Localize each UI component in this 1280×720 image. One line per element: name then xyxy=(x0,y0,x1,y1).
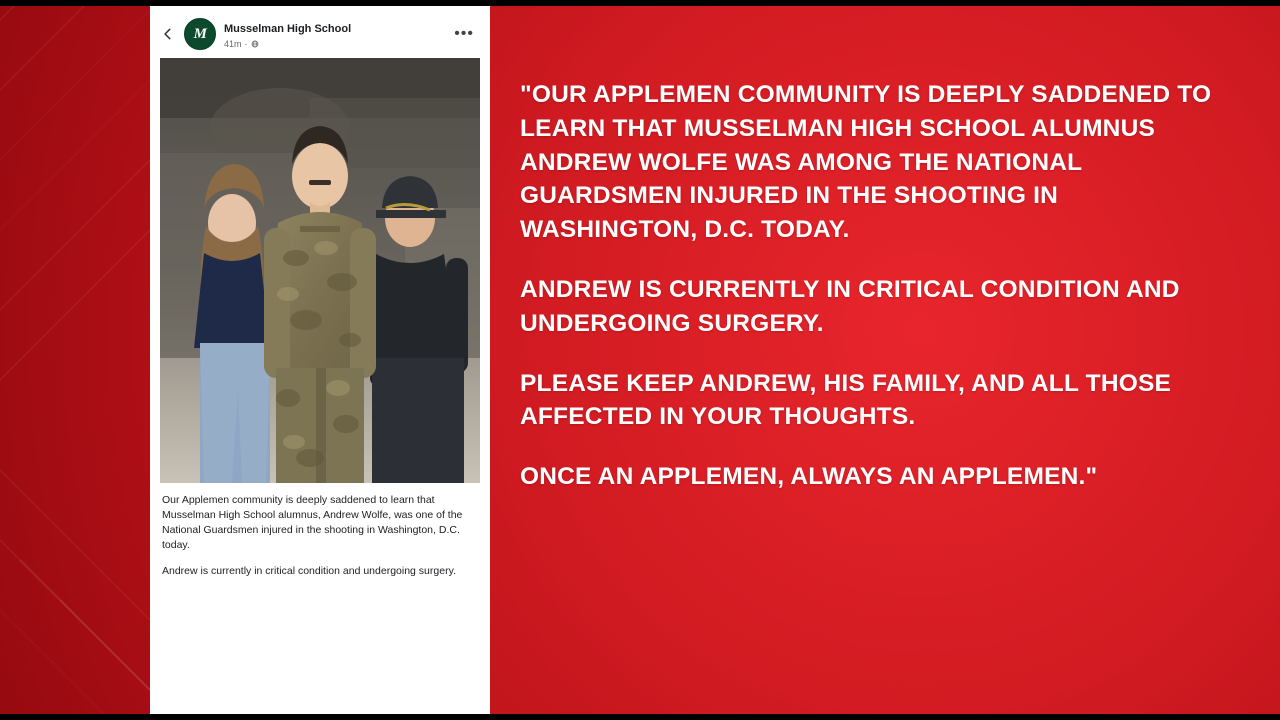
facebook-post-card xyxy=(150,6,490,714)
decorative-line-pattern xyxy=(0,0,150,720)
quote-overlay xyxy=(520,78,1220,494)
post-meta xyxy=(224,39,440,49)
post-paragraph: Our Applemen community is deeply saddened to learn that Musselman High School alumnus, Andrew Wolfe, was one of the National Guardsmen injured in the shooting in Washington, D.C. today. xyxy=(162,494,463,551)
letterbox-bottom-bar xyxy=(0,714,1280,720)
globe-icon xyxy=(251,40,259,48)
post-paragraph: Andrew is currently in critical condition and undergoing surgery. xyxy=(162,564,456,577)
avatar[interactable] xyxy=(184,18,216,50)
page-name[interactable]: Musselman High School xyxy=(224,23,352,36)
back-chevron-icon[interactable] xyxy=(160,26,176,42)
meta-separator: · xyxy=(244,38,248,49)
post-body-text xyxy=(150,483,490,579)
post-header xyxy=(150,6,490,56)
quote-paragraph: ANDREW IS CURRENTLY IN CRITICAL CONDITION AND UNDERGOING SURGERY. xyxy=(520,275,1180,337)
letterbox-top-bar xyxy=(0,0,1280,6)
quote-paragraph: "OUR APPLEMEN COMMUNITY IS DEEPLY SADDENED TO LEARN THAT MUSSELMAN HIGH SCHOOL ALUMNUS ANDREW WOLFE WAS AMONG THE NATIONAL GUARDSMEN INJURED IN THE SHOOTING IN WASHINGTON, D.C. TODAY. xyxy=(520,81,1212,244)
more-options-icon[interactable]: ••• xyxy=(454,25,474,42)
quote-paragraph: ONCE AN APPLEMEN, ALWAYS AN APPLEMEN." xyxy=(520,463,1098,491)
post-timestamp: 41m xyxy=(224,38,242,49)
avatar-initial: M xyxy=(193,25,207,42)
poster-info xyxy=(224,19,440,49)
post-photo[interactable] xyxy=(160,58,480,483)
quote-paragraph: PLEASE KEEP ANDREW, HIS FAMILY, AND ALL THOSE AFFECTED IN YOUR THOUGHTS. xyxy=(520,369,1172,431)
